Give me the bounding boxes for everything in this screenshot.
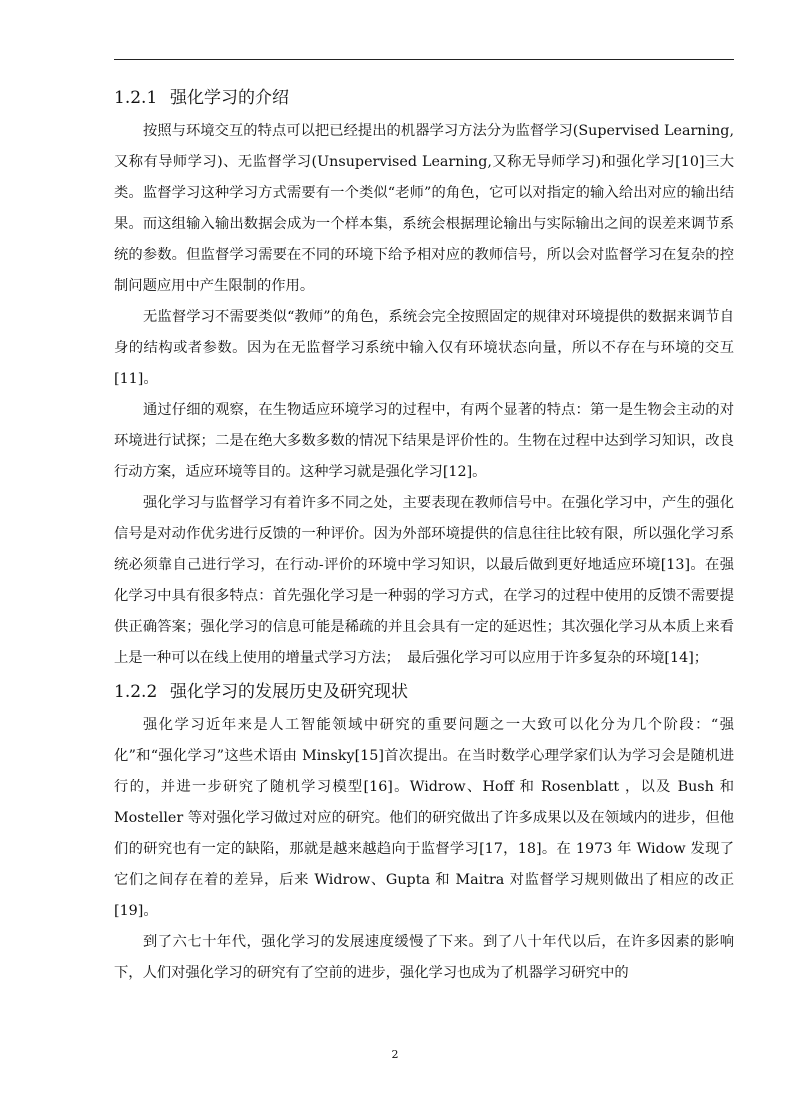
section-heading-1-2-2	[114, 674, 734, 710]
header-rule	[114, 59, 734, 60]
paragraph: 强化学习近年来是人工智能领域中研究的重要问题之一大致可以化分为几个阶段：“强化”和“强化学习”这些术语由 Minsky[15]首次提出。在当时数学心理学家们认为学习会是随机进行的，并进一步研究了随机学习模型[16]。Widrow、Hoff 和 Rosenblatt ，以及 Bush 和 Mosteller 等对强化学习做过对应的研究。他们的研究做出了许多成果以及在领域内的进步，但他们的研究也有一定的缺陷，那就是越来越趋向于监督学习[17，18]。在 1973 年 Widow 发现了它们之间存在着的差异，后来 Widrow、Gupta 和 Maitra 对监督学习规则做出了相应的改正[19]。	[114, 717, 734, 919]
section-number: 1.2.1	[114, 88, 158, 108]
section-number: 1.2.2	[114, 682, 158, 702]
paragraph: 强化学习与监督学习有着许多不同之处，主要表现在教师信号中。在强化学习中，产生的强化信号是对动作优劣进行反馈的一种评价。因为外部环境提供的信息往往比较有限，所以强化学习系统必须靠自己进行学习，在行动-评价的环境中学习知识，以最后做到更好地适应环境[13]。在强化学习中具有很多特点：首先强化学习是一种弱的学习方式，在学习的过程中使用的反馈不需要提供正确答案；强化学习的信息可能是稀疏的并且会具有一定的延迟性；其次强化学习从本质上来看上是一种可以在线上使用的增量式学习方法； 最后强化学习可以应用于许多复杂的环境[14]；	[114, 495, 734, 666]
page-number: 2	[391, 1048, 399, 1061]
paragraph: 到了六七十年代，强化学习的发展速度缓慢了下来。到了八十年代以后，在许多因素的影响下，人们对强化学习的研究有了空前的进步，强化学习也成为了机器学习研究中的	[114, 934, 734, 981]
paragraph: 通过仔细的观察，在生物适应环境学习的过程中，有两个显著的特点：第一是生物会主动的对环境进行试探；二是在绝大多数多数的情况下结果是评价性的。生物在过程中达到学习知识，改良行动方案，适应环境等目的。这种学习就是强化学习[12]。	[114, 402, 734, 480]
paragraph: 无监督学习不需要类似“教师”的角色，系统会完全按照固定的规律对环境提供的数据来调节自身的结构或者参数。因为在无监督学习系统中输入仅有环境状态向量，所以不存在与环境的交互[11]。	[114, 309, 734, 387]
section-title: 强化学习的发展历史及研究现状	[170, 682, 408, 702]
section-title: 强化学习的介绍	[170, 88, 289, 108]
paragraph: 按照与环境交互的特点可以把已经提出的机器学习方法分为监督学习(Supervised Learning,又称有导师学习)、无监督学习(Unsupervised Learning,又称无导师学习)和强化学习[10]三大类。监督学习这种学习方式需要有一个类似“老师”的角色，它可以对指定的输入给出对应的输出结果。而这组输入输出数据会成为一个样本集，系统会根据理论输出与实际输出之间的误差来调节系统的参数。但监督学习需要在不同的环境下给予相对应的教师信号，所以会对监督学习在复杂的控制问题应用中产生限制的作用。	[114, 123, 734, 294]
page-content	[114, 80, 734, 989]
section-heading-1-2-1	[114, 80, 734, 116]
